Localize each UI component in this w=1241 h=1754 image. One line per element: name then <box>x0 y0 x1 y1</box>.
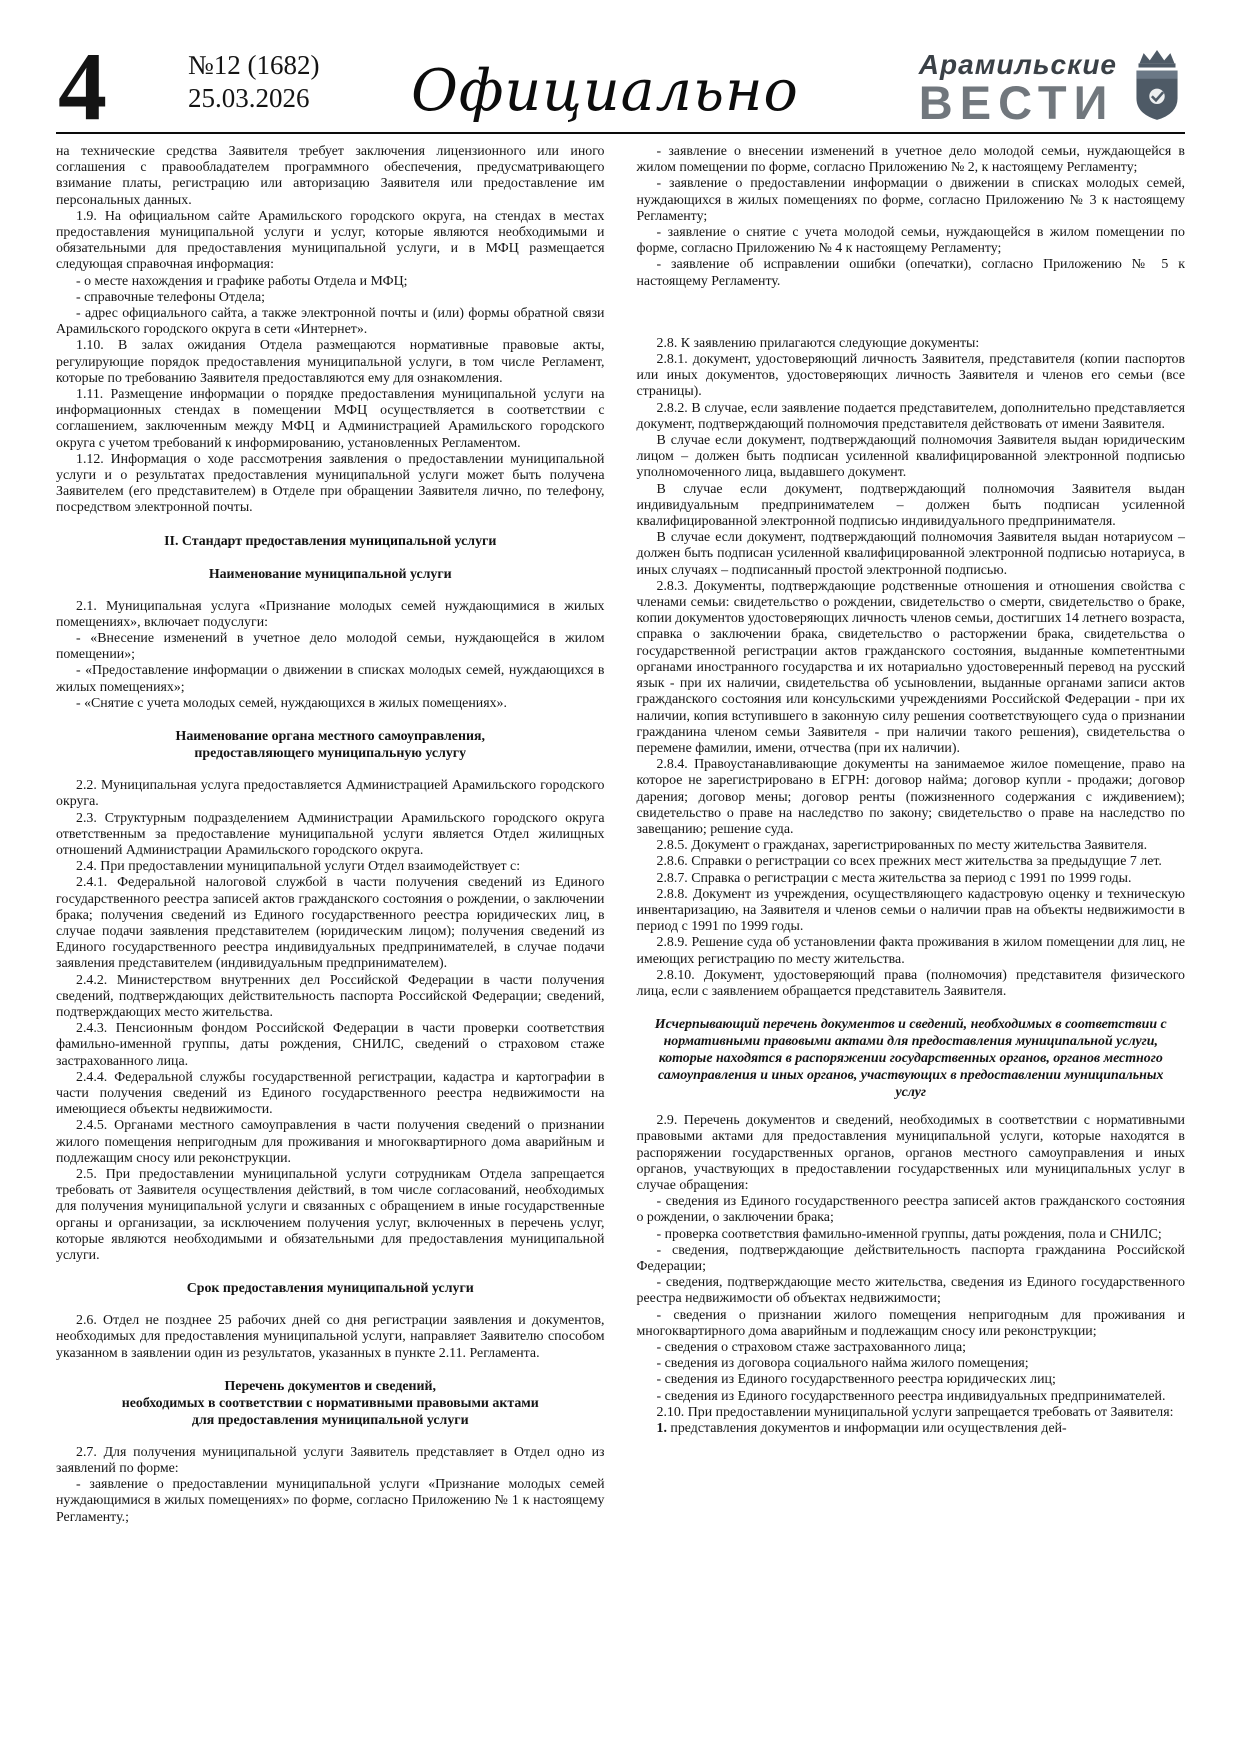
column-right <box>637 144 1186 1526</box>
paragraph: - справочные телефоны Отдела; <box>76 289 266 305</box>
paragraph: 2.9. Перечень документов и сведений, необходимых в соответствии с нормативными правовыми актами для предоставления муниципальной услуги, которые находятся в распоряжении государственных органов, органов местного самоуправления и иных органов, участвующих в предоставлении государственных или муниципальных услуг в случае обращения: <box>636 1113 1185 1193</box>
paragraph: - проверка соответствия фамильно-именной группы, даты рождения, пола и СНИЛС; <box>656 1226 1162 1242</box>
paragraph: 2.4.5. Органами местного самоуправления в части получения сведений о признании жилого помещения непригодным для проживания и многоквартирного дома аварийным и подлежащим сносу или реконструкции. <box>56 1118 605 1166</box>
section-heading: Срок предоставления муниципальной услуги <box>186 1281 474 1297</box>
section-heading: Исчерпывающий перечень документов и сведений, необходимых в соответствии с нормативными правовыми актами для предоставления муниципальной услуги, которые находятся в распоряжении государственных органов, органов местного самоуправления и иных органов, участвующих в предоставлении муниципальных услуг <box>654 1017 1167 1101</box>
paragraph: - адрес официального сайта, а также электронной почты и (или) формы обратной связи Арамильского городского округа в сети «Интернет». <box>56 306 605 338</box>
paragraph: 2.8.4. Правоустанавливающие документы на занимаемое жилое помещение, право на которое не зарегистрировано в ЕГРН: договор найма; договор купли - продажи; договор дарения; договор мены; договор ренты (пожизненного содержания с иждивением); свидетельство о праве на наследство по закону; свидетельство о праве на наследство по завещанию; решение суда. <box>636 757 1185 837</box>
paragraph: 1.10. В залах ожидания Отдела размещаются нормативные правовые акты, регулирующие порядок предоставления муниципальной услуги, в том числе Регламент, которые по требованию Заявителя предоставляются ему для ознакомления. <box>56 338 605 386</box>
paragraph: 2.8. К заявлению прилагаются следующие документы: <box>656 335 980 351</box>
issue-date: 25.03.2026 <box>188 83 310 114</box>
paragraph: В случае если документ, подтверждающий полномочия Заявителя выдан нотариусом – должен быть подписан усиленной квалифицированной электронной подписью нотариуса, в иных случаях – подписанный простой электронной подписью. <box>636 530 1185 578</box>
paragraph: 2.4.3. Пенсионным фондом Российской Федерации в части проверки соответствия фамильно-именной группы, даты рождения, СНИЛС, сведений о страховом стаже застрахованного лица. <box>56 1021 605 1069</box>
paragraph: - сведения о страховом стаже застрахованного лица; <box>656 1340 966 1355</box>
paragraph: 2.10. При предоставлении муниципальной услуги запрещается требовать от Заявителя: <box>656 1404 1174 1420</box>
paragraph: - «Предоставление информации о движении в списках молодых семей, нуждающихся в жилых помещениях»; <box>56 663 605 695</box>
section-heading: Наименование муниципальной услуги <box>208 566 452 582</box>
paragraph: - заявление о предоставлении информации о движении в списках молодых семей, нуждающихся в жилых помещениях по форме, согласно Приложению № 3 к настоящему Регламенту; <box>636 176 1185 224</box>
paragraph: 2.8.7. Справка о регистрации с места жительства за период с 1991 по 1999 годы. <box>656 870 1132 886</box>
paragraph: 2.8.1. документ, удостоверяющий личность Заявителя, представителя (копии паспортов или иных документов, удостоверяющих личность Заявителя и членов его семьи (все страницы). <box>636 352 1185 400</box>
paragraph: - «Внесение изменений в учетное дело молодой семьи, нуждающейся в жилом помещении»; <box>56 631 605 663</box>
paragraph: - сведения о признании жилого помещения непригодным для проживания и многоквартирного дома аварийным и подлежащим сносу или реконструкции; <box>636 1307 1185 1339</box>
paragraph: - заявление об исправлении ошибки (опечатки), согласно Приложению № 5 к настоящему Регламенту. <box>636 257 1185 289</box>
issue-number: №12 (1682) <box>188 49 320 80</box>
city-crest-icon <box>1129 48 1185 124</box>
paragraph: 2.4.4. Федеральной службы государственной регистрации, кадастра и картографии в части получения сведений из Единого государственного реестра недвижимости на имеющиеся объекты недвижимости. <box>56 1069 605 1118</box>
article-body <box>56 144 1185 1526</box>
paragraph: - сведения, подтверждающие действительность паспорта гражданина Российской Федерации; <box>636 1242 1185 1274</box>
brand-name-main: ВЕСТИ <box>918 75 1115 129</box>
paragraph: - сведения из Единого государственного реестра записей актов гражданского состояния о рождении, о заключении брака; <box>636 1194 1185 1226</box>
paragraph: 1.9. На официальном сайте Арамильского городского округа, на стендах в местах предоставления муниципальной услуги и услуг, которые являются необходимыми и обязательными для предоставления муниципальной услуги, и в МФЦ размещается следующая справочная информация: <box>56 208 605 273</box>
section-title: Официально <box>411 58 799 124</box>
section-heading: Наименование органа местного самоуправления, предоставляющего муниципальную услугу <box>175 729 485 762</box>
paragraph: 2.8.8. Документ из учреждения, осуществляющего кадастровую оценку и техническую инвентаризацию, на Заявителя и членов семьи о наличии прав на объекты недвижимости в период с 1991 по 1999 годы. <box>636 886 1185 935</box>
paragraph: - сведения из договора социального найма жилого помещения; <box>656 1356 1029 1372</box>
paragraph: - сведения из Единого государственного реестра индивидуальных предпринимателей. <box>656 1388 1166 1404</box>
paragraph: 2.2. Муниципальная услуга предоставляется Администрацией Арамильского городского округа. <box>56 778 605 810</box>
paragraph: 2.1. Муниципальная услуга «Признание молодых семей нуждающимися в жилых помещениях», включает подуслуги: <box>56 598 605 630</box>
paragraph: на технические средства Заявителя требует заключения лицензионного или иного соглашения с правообладателем программного обеспечения, предусматривающего взимание платы, регистрацию или авторизацию Заявителя или предоставление им персональных данных. <box>56 144 605 208</box>
column-left <box>56 144 605 1526</box>
issue-block <box>188 49 320 117</box>
paragraph: - сведения, подтверждающие место жительства, сведения из Единого государственного реестра недвижимости об объектах недвижимости; <box>636 1275 1185 1307</box>
paragraph: 2.4.1. Федеральной налоговой службой в части получения сведений из Единого государственного реестра записей актов гражданского состояния о рождении, о заключении брака; получения сведений из Единого государственного реестра юридических лиц, в случае подачи заявления представителем (юридическим лицом); получения сведений из Единого государственного реестра индивидуальных предпринимателей, в случае подачи заявления представителем (индивидуальным предпринимателем). <box>56 875 605 972</box>
paragraph: 2.8.2. В случае, если заявление подается представителем, дополнительно представляется документ, подтверждающий полномочия представителя действовать от имени Заявителя. <box>636 400 1185 432</box>
paragraph: 2.8.5. Документ о гражданах, зарегистрированных по месту жительства Заявителя. <box>656 838 1148 854</box>
paragraph: - заявление о внесении изменений в учетное дело молодой семьи, нуждающейся в жилом помещении по форме, согласно Приложению № 2, к настоящему Регламенту; <box>636 144 1185 176</box>
page-header <box>56 30 1185 141</box>
paragraph: - сведения из Единого государственного реестра юридических лиц; <box>656 1372 1056 1388</box>
paragraph: 1.12. Информация о ходе рассмотрения заявления о предоставлении муниципальной услуги и о результатах предоставления муниципальной услуги может быть получена Заявителем (его представителем) в Отделе при обращении Заявителя лично, по телефону, посредством электронной почты. <box>56 451 605 516</box>
brand-name-top: Арамильские <box>918 48 1117 80</box>
paragraph: 2.7. Для получения муниципальной услуги Заявитель представляет в Отдел одно из заявлений по форме: <box>56 1444 605 1476</box>
paragraph: - о месте нахождения и графике работы Отдела и МФЦ; <box>76 273 408 289</box>
paragraph: 2.8.6. Справки о регистрации со всех прежних мест жительства за предыдущие 7 лет. <box>656 854 1162 870</box>
paragraph: В случае если документ, подтверждающий полномочия Заявителя выдан индивидуальным предпринимателем – должен быть подписан усиленной квалифицированной электронной подписью индивидуального предпринимателя. <box>636 481 1185 530</box>
section-heading: Перечень документов и сведений, необходимых в соответствии с нормативными правовыми актами для предоставления муниципальной услуги <box>121 1378 539 1428</box>
paragraph: 1.11. Размещение информации о порядке предоставления муниципальной услуги на информационных стендах в помещении МФЦ осуществляется в соответствии с соглашением, заключенным между МФЦ и Администрацией Арамильского городского округа с учетом требований к информированию, установленных Регламентом. <box>56 387 605 451</box>
paragraph: 2.8.9. Решение суда об установлении факта проживания в жилом помещении для лиц, не имеющих регистрацию по месту жительства. <box>636 935 1185 967</box>
paragraph: 2.6. Отдел не позднее 25 рабочих дней со дня регистрации заявления и документов, необходимых для предоставления муниципальной услуги, направляет Заявителю способом указанном в заявлении один из результатов, указанных в пункте 2.11. Регламента. <box>56 1313 605 1361</box>
section-heading: II. Стандарт предоставления муниципальной услуги <box>164 533 497 549</box>
paragraph: 2.3. Структурным подразделением Администрации Арамильского городского округа ответственным за предоставление муниципальной услуги является Отдел жилищных отношений Администрации Арамильского городского округа. <box>56 810 605 858</box>
paragraph-lead: 1. <box>656 1421 671 1437</box>
paragraph: - «Снятие с учета молодых семей, нуждающихся в жилых помещениях». <box>76 695 507 711</box>
paragraph: 2.4.2. Министерством внутренних дел Российской Федерации в части получения сведений, подтверждающих действительность паспорта Российской Федерации; сведений, подтверждающих место жительства. <box>56 972 605 1020</box>
paragraph: 2.5. При предоставлении муниципальной услуги сотрудникам Отдела запрещается требовать от Заявителя осуществления действий, в том числе согласований, необходимых для получения муниципальной услуги и связанных с обращением в иные государственные органы и организации, за исключением получения услуг, включенных в перечень услуг, которые являются необходимыми и обязательными для предоставления муниципальной услуги. <box>56 1166 605 1263</box>
paragraph: 2.8.10. Документ, удостоверяющий права (полномочия) представителя физического лица, если с заявлением обращается представитель Заявителя. <box>636 967 1185 999</box>
column-gap <box>637 290 1186 336</box>
paragraph: - заявление о снятие с учета молодой семьи, нуждающейся в жилом помещении по форме, согласно Приложению № 4 к настоящему Регламенту; <box>636 225 1185 257</box>
paragraph: В случае если документ, подтверждающий полномочия Заявителя выдан юридическим лицом – должен быть подписан усиленной квалифицированной электронной подписью уполномоченного лица, выдавшего документ. <box>636 433 1185 481</box>
page-number: 4 <box>58 32 107 141</box>
paragraph: 2.4. При предоставлении муниципальной услуги Отдел взаимодействует с: <box>76 859 521 875</box>
paragraph: 2.8.3. Документы, подтверждающие родственные отношения и отношения свойства с членами семьи: свидетельство о рождении, свидетельство о смерти, свидетельство о браке, копии документов удостоверяющих личность членов семьи, достигших 14 летнего возраста, справка о заключении брака, свидетельство о расторжении брака, свидетельства о государственной регистрации актов гражданского состояния, выданные компетентными органами иностранного государства и их нотариально удостоверенный перевод на русский язык - при их наличии, свидетельства об усыновлении, выданные органами записи актов гражданского состояния или консульскими учреждениями Российской Федерации - при их наличии, копия вступившего в законную силу решения соответствующего суда о признании гражданина членом семьи Заявителя - при наличии такого решения), свидетельства о перемене фамилии, имени, отчества (при их наличии). <box>636 578 1186 756</box>
paragraph: 1. представления документов и информации или осуществления дей- <box>656 1421 1067 1437</box>
paragraph: - заявление о предоставлении муниципальной услуги «Признание молодых семей нуждающимися в жилых помещениях» по форме, согласно Приложению № 1 к настоящему Регламенту.; <box>56 1477 605 1525</box>
newspaper-logo <box>918 48 1185 129</box>
